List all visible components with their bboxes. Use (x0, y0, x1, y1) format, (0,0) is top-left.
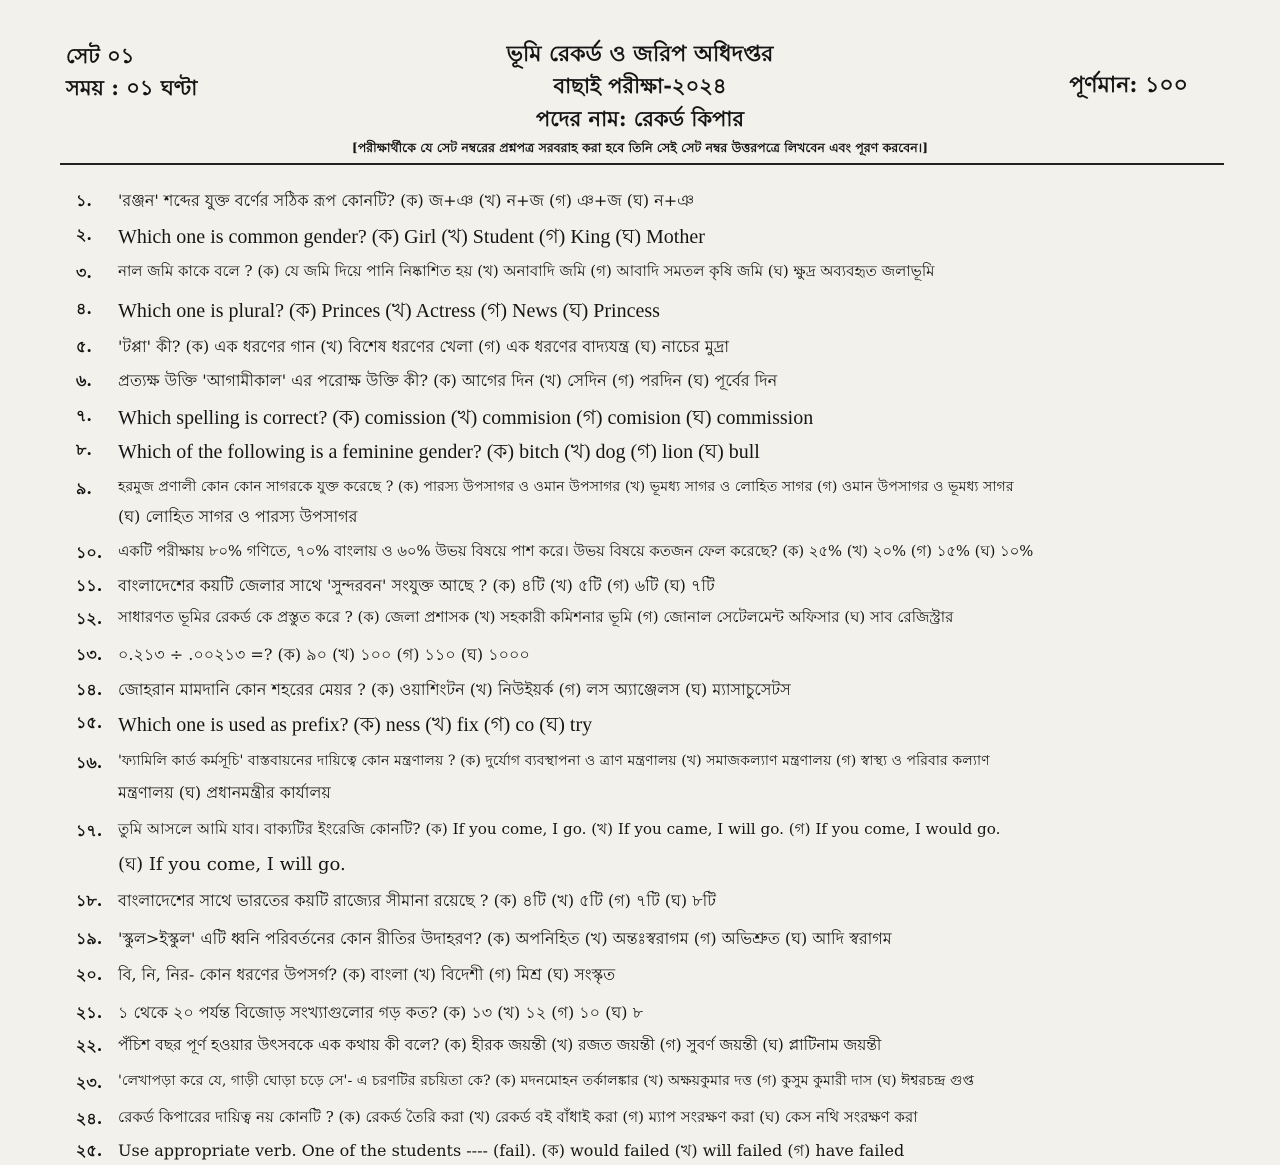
question-11 (76, 573, 1216, 600)
question-text: Which of the following is a feminine gender? (ক) bitch (খ) dog (গ) lion (ঘ) bull (118, 441, 760, 463)
question-number: ২. (76, 225, 92, 244)
question-text: Which spelling is correct? (ক) comission (খ) commision (গ) comision (ঘ) commission (118, 407, 814, 429)
question-1 (76, 188, 1216, 215)
question-text: 'ফ্যামিলি কার্ড কর্মসূচি' বাস্তবায়নের দায়িত্বে কোন মন্ত্রণালয় ? (ক) দুর্যোগ ব্যবস্থাপনা ও ত্রাণ মন্ত্রণালয় (খ) সমাজকল্যাণ মন্ত্রণালয় (গ) স্বাস্থ্য ও পরিবার কল্যাণ (118, 753, 990, 769)
question-number: ১০. (76, 543, 103, 562)
exam-title: বাছাই পরীক্ষা-২০২৪ (553, 73, 727, 98)
question-number: ৬. (76, 371, 92, 390)
exam-time: সময় : ০১ ঘণ্টা (66, 75, 198, 100)
question-number: ১২. (76, 609, 103, 628)
question-text: বি, নি, নির- কোন ধরণের উপসর্গ? (ক) বাংলা (খ) বিদেশী (গ) মিশ্র (ঘ) সংস্কৃত (118, 965, 616, 984)
question-number: ১৫. (76, 713, 103, 732)
question-17-continued: (ঘ) If you come, I will go. (118, 854, 346, 875)
question-24 (76, 1106, 1216, 1133)
question-text: Which one is used as prefix? (ক) ness (খ) fix (গ) co (ঘ) try (118, 714, 593, 736)
question-number: ১১. (76, 576, 103, 595)
question-text: পঁচিশ বছর পূর্ণ হওয়ার উৎসবকে এক কথায় কী বলে? (ক) হীরক জয়ন্তী (খ) রজত জয়ন্তী (গ) সুবর্ণ জয়ন্তী (ঘ) প্লাটিনাম জয়ন্তী (118, 1036, 882, 1054)
question-14 (76, 677, 1216, 704)
question-number: ১৯. (76, 929, 103, 948)
question-number: ২৫. (76, 1141, 103, 1160)
header-divider (60, 163, 1224, 165)
post-name: পদের নাম: রেকর্ড কিপার (535, 106, 745, 131)
question-text: 'স্কুল>ইস্কুল' এটি ধ্বনি পরিবর্তনের কোন রীতির উদাহরণ? (ক) অপনিহিত (খ) অন্তঃস্বরাগম (গ) অভিশ্রুত (ঘ) আদি স্বরাগম (118, 929, 892, 948)
question-text: 'টপ্পা' কী? (ক) এক ধরণের গান (খ) বিশেষ ধরণের খেলা (গ) এক ধরণের বাদ্যযন্ত্র (ঘ) নাচের মুদ্রা (118, 337, 730, 356)
question-text: হরমুজ প্রণালী কোন কোন সাগরকে যুক্ত করেছে ? (ক) পারস্য উপসাগর ও ওমান উপসাগর (খ) ভূমধ্য সাগর ও লোহিত সাগর (গ) ওমান উপসাগর ও ভূমধ্য সাগর (118, 479, 1014, 495)
question-19 (76, 926, 1216, 953)
question-number: ২১. (76, 1003, 103, 1022)
question-text: সাধারণত ভূমির রেকর্ড কে প্রস্তুত করে ? (ক) জেলা প্রশাসক (খ) সহকারী কমিশনার ভূমি (গ) জোনাল সেটেলমেন্ট অফিসার (ঘ) সাব রেজিস্ট্রার (118, 608, 954, 626)
question-6 (76, 368, 1216, 395)
question-18 (76, 888, 1216, 915)
question-text: 'লেখাপড়া করে যে, গাড়ী ঘোড়া চড়ে সে'- এ চরণটির রচয়িতা কে? (ক) মদনমোহন তর্কালঙ্কার (খ) অক্ষয়কুমার দত্ত (গ) কুসুম কুমারী দাস (ঘ) ঈশ্বরচন্দ্র গুপ্ত (118, 1073, 975, 1089)
question-10 (76, 540, 1216, 567)
question-12 (76, 606, 1216, 633)
question-5 (76, 334, 1216, 361)
full-marks: পূর্ণমান: ১০০ (1069, 72, 1188, 98)
question-23 (76, 1070, 1216, 1097)
question-21 (76, 1000, 1216, 1027)
question-number: ১৬. (76, 753, 103, 772)
question-text: Which one is common gender? (ক) Girl (খ) Student (গ) King (ঘ) Mother (118, 226, 705, 248)
question-number: ২৩. (76, 1073, 103, 1092)
instruction: [পরীক্ষার্থীকে যে সেট নম্বরের প্রশ্নপত্র সরবরাহ করা হবে তিনি সেই সেট নম্বর উত্তরপত্রে লিখবেন এবং পূরণ করবেন।] (351, 140, 929, 155)
question-number: ১৪. (76, 680, 103, 699)
question-22 (76, 1033, 1216, 1060)
question-number: ২০. (76, 965, 103, 984)
question-16 (76, 750, 1216, 777)
question-text: ০.২১৩ ÷ .০০২১৩ =? (ক) ৯০ (খ) ১০০ (গ) ১১০ (ঘ) ১০০০ (118, 645, 530, 664)
question-20 (76, 962, 1216, 989)
question-15 (76, 710, 1216, 743)
question-number: ২২. (76, 1036, 103, 1055)
question-text: তুমি আসলে আমি যাব। বাক্যটির ইংরেজি কোনটি? (ক) If you come, I go. (খ) If you came, I will go. (গ) If you come, I would go. (118, 820, 1001, 838)
question-13 (76, 642, 1216, 669)
question-number: ১৮. (76, 891, 103, 910)
question-3 (76, 260, 1216, 287)
question-number: ২৪. (76, 1109, 103, 1128)
question-text: বাংলাদেশের কয়টি জেলার সাথে 'সুন্দরবন' সংযুক্ত আছে ? (ক) ৪টি (খ) ৫টি (গ) ৬টি (ঘ) ৭টি (118, 576, 715, 595)
organization-title: ভূমি রেকর্ড ও জরিপ অধিদপ্তর (506, 41, 774, 67)
question-9 (76, 476, 1216, 503)
question-number: ১৩. (76, 645, 103, 664)
question-7 (76, 403, 1216, 436)
question-text: 'রঞ্জন' শব্দের যুক্ত বর্ণের সঠিক রূপ কোনটি? (ক) জ+ঞ (খ) ন+জ (গ) ঞ+জ (ঘ) ন+ঞ (118, 191, 695, 210)
question-number: ৭. (76, 406, 92, 425)
question-4 (76, 296, 1216, 329)
question-number: ৪. (76, 299, 92, 318)
question-text: Which one is plural? (ক) Princes (খ) Actress (গ) News (ঘ) Princess (118, 300, 660, 322)
set-number: সেট ০১ (66, 43, 135, 68)
question-text: বাংলাদেশের সাথে ভারতের কয়টি রাজ্যের সীমানা রয়েছে ? (ক) ৪টি (খ) ৫টি (গ) ৭টি (ঘ) ৮টি (118, 891, 716, 910)
question-number: ৫. (76, 337, 92, 356)
question-text: নাল জমি কাকে বলে ? (ক) যে জমি দিয়ে পানি নিষ্কাশিত হয় (খ) অনাবাদি জমি (গ) আবাদি সমতল কৃষি জমি (ঘ) ক্ষুদ্র অব্যবহৃত জলাভূমি (118, 262, 935, 280)
question-text: Use appropriate verb. One of the students ---- (fail). (ক) would failed (খ) will failed (গ) have failed (118, 1141, 905, 1160)
question-8 (76, 437, 1216, 470)
question-9-continued: (ঘ) লোহিত সাগর ও পারস্য উপসাগর (118, 507, 358, 526)
question-number: ১৭. (76, 821, 103, 840)
question-text: ১ থেকে ২০ পর্যন্ত বিজোড় সংখ্যাগুলোর গড় কত? (ক) ১৩ (খ) ১২ (গ) ১০ (ঘ) ৮ (118, 1003, 644, 1022)
question-16-continued: মন্ত্রণালয় (ঘ) প্রধানমন্ত্রীর কার্যালয় (118, 783, 331, 802)
question-17 (76, 818, 1216, 845)
question-text: একটি পরীক্ষায় ৮০% গণিতে, ৭০% বাংলায় ও ৬০% উভয় বিষয়ে পাশ করে। উভয় বিষয়ে কতজন ফেল করেছে? (ক) ২৫% (খ) ২০% (গ) ১৫% (ঘ) ১০% (118, 543, 1034, 560)
question-25 (76, 1138, 1216, 1165)
question-number: ৮. (76, 440, 92, 459)
question-number: ৯. (76, 479, 92, 498)
question-text: প্রত্যক্ষ উক্তি 'আগামীকাল' এর পরোক্ষ উক্তি কী? (ক) আগের দিন (খ) সেদিন (গ) পরদিন (ঘ) পূর্বের দিন (118, 371, 778, 390)
question-text: রেকর্ড কিপারের দায়িত্ব নয় কোনটি ? (ক) রেকর্ড তৈরি করা (খ) রেকর্ড বই বাঁধাই করা (গ) ম্যাপ সংরক্ষণ করা (ঘ) কেস নথি সংরক্ষণ করা (118, 1108, 918, 1126)
question-text: জোহরান মামদানি কোন শহরের মেয়র ? (ক) ওয়াশিংটন (খ) নিউইয়র্ক (গ) লস অ্যাঞ্জেলস (ঘ) ম্যাসাচুসেটস (118, 680, 791, 699)
question-2 (76, 222, 1216, 255)
question-number: ১. (76, 191, 92, 210)
question-number: ৩. (76, 263, 92, 282)
